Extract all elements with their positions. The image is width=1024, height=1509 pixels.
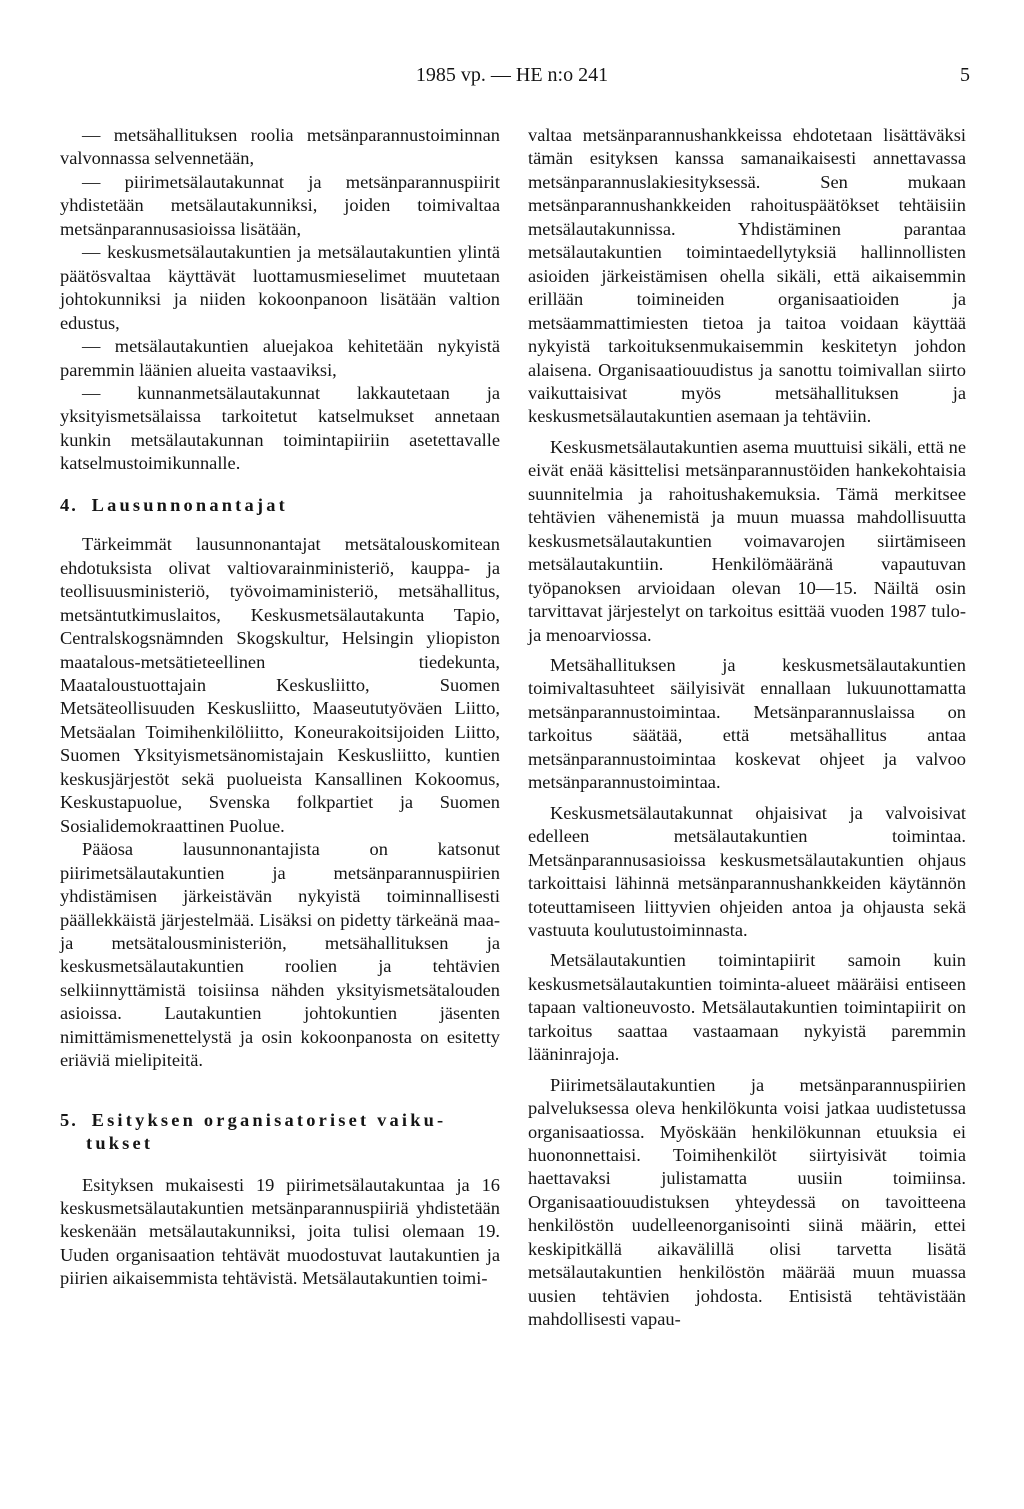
page-header xyxy=(0,64,1024,94)
section-4-heading xyxy=(60,494,500,517)
section-number: 4. xyxy=(60,494,78,515)
section-title: Lausunnonantajat xyxy=(91,494,288,515)
paragraph: Keskusmetsälautakunnat ohjaisivat ja valvoisivat edelleen metsälautakuntien toimintaa. Metsänparannusasioissa keskusmetsälautakuntien ohjaus tarkoittaisi lähinnä metsänparannushankkeiden käytännön toteuttamiseen liittyvien ohjeiden antoa ja ohjausta sekä vastuuta koulutustoiminnasta. xyxy=(528,802,966,940)
page-number: 5 xyxy=(960,64,970,86)
bullet-item: — piirimetsälautakunnat ja metsänparannuspiirit yhdistetään metsälautakunniksi, joiden toimivaltaa metsänparannusasioissa lisätään, xyxy=(60,171,500,239)
section-title: Esityksen organisatoriset vaiku- xyxy=(91,1109,447,1130)
paragraph: Metsälautakuntien toimintapiirit samoin kuin keskusmetsälautakuntien toiminta-alueet määräisi entiseen tapaan valtioneuvosto. Metsälautakuntien toimintapiirit on tarkoitus saattaa vastaamaan nykyistä paremmin lääninrajoja. xyxy=(528,950,966,1065)
section-number: 5. xyxy=(60,1109,78,1130)
section-title-continuation: tukset xyxy=(86,1133,154,1154)
bullet-item: — kunnanmetsälautakunnat lakkautetaan ja yksityismetsälaissa tarkoitetut katselmukset annetaan kunkin metsälautakunnan toimintapiiriin asetettavalle katselmustoimikunnalle. xyxy=(60,382,500,474)
paragraph: Esityksen mukaisesti 19 piirimetsälautakuntaa ja 16 keskusmetsälautakuntien metsänparannuspiiriä yhdistetään keskenään metsälautakunniksi, joita tulisi olemaan 19. Uuden organisaation tehtävät muodostuvat lautakuntien ja piirien aikaisemmista tehtävistä. Metsälautakuntien toimi- xyxy=(60,1174,500,1289)
bullet-item: — keskusmetsälautakuntien ja metsälautakuntien ylintä päätösvaltaa käyttävät luottamusmieselimet muutetaan johtokunniksi ja niiden kokoonpanoon lisätään valtion edustus, xyxy=(60,242,500,333)
bullet-item: — metsälautakuntien aluejakoa kehitetään nykyistä paremmin läänien alueita vastaaviksi, xyxy=(60,336,500,380)
paragraph: Metsähallituksen ja keskusmetsälautakuntien toimivaltasuhteet säilyisivät ennallaan lukuunottamatta metsänparannustoimintaa. Metsänparannuslaissa on tarkoitus säätää, että metsähallitus antaa metsänparannustoimintaa koskevat ohjeet ja valvoo metsänparannustoimintaa. xyxy=(528,654,966,793)
section-5-heading xyxy=(60,1109,500,1156)
paragraph: Tärkeimmät lausunnonantajat metsätalouskomitean ehdotuksista olivat valtiovarainministeriö, kauppa- ja teollisuusministeriö, työvoimaministeriö, metsähallitus, metsäntutkimuslaitos, Keskusmetsälautakunta Tapio, Centralskogsnämnden Skogskultur, Helsingin yliopiston maatalous-metsätieteellinen tiedekunta, Maataloustuottajain Keskusliitto, Suomen Metsäteollisuuden Keskusliitto, Maaseututyöväen Liitto, Metsäalan Toimihenkilöliitto, Koneurakoitsijoiden Liitto, Suomen Yksityismetsänomistajain Keskusliitto, kuntien keskusjärjestöt sekä puolueista Kansallinen Kokoomus, Keskustapuolue, Svenska folkpartiet ja Suomen Sosialidemokraattinen Puolue. xyxy=(60,534,500,836)
bullet-item: — metsähallituksen roolia metsänparannustoiminnan valvonnassa selvennetään, xyxy=(60,125,500,169)
paragraph: Pääosa lausunnonantajista on katsonut piirimetsälautakuntien ja metsänparannuspiirien yhdistämisen järkeistävän nykyistä toiminnallisesti päällekkäistä järjestelmää. Lisäksi on pidetty tärkeänä maa- ja metsätalousministeriön, metsähallituksen ja keskusmetsälautakuntien roolien ja tehtävien selkiinnyttämistä toisiinsa nähden yksityismetsätalouden asioissa. Lautakuntien johtokuntien jäsenten nimittämismenettelystä ja osin kokoonpanosta on esitetty eriäviä mielipiteitä. xyxy=(60,839,500,1071)
paragraph: Keskusmetsälautakuntien asema muuttuisi sikäli, että ne eivät enää käsittelisi metsänparannustöiden hankekohtaisia suunnitelmia ja rahoitushakemuksia. Tämä merkitsee tehtävien vähenemistä ja muun muassa mahdollisuutta keskusmetsälautakuntien voimavarojen siirtämiseen metsälautakuntiin. Henkilömääränä vapautuvan työpanoksen arvioidaan olevan 10—15. Näiltä osin tarvittavat järjestelyt on tarkoitus esittää vuoden 1987 tulo- ja menoarviossa. xyxy=(528,436,966,645)
left-column xyxy=(60,124,500,1291)
paragraph: Piirimetsälautakuntien ja metsänparannuspiirien palveluksessa oleva henkilökunta voisi jatkaa uudistetussa organisaatiossa. Myöskään henkilökunnan etuuksia ei huononnettaisi. Toimihenkilöt siirtyisivät toimia haettavaksi julistamatta uusiin toimiinsa. Organisaatiouudistuksen yhteydessä on tavoitteena henkilöstön uudelleenorganisointi siinä määrin, ettei keskipitkällä aikavälillä olisi tarvetta lisätä metsälautakuntien henkilöstön määrää muun muassa uusien tehtävien johdosta. Entisistä tehtävistään mahdollisesti vapau- xyxy=(528,1074,966,1330)
right-column xyxy=(528,124,966,1332)
running-header: 1985 vp. — HE n:o 241 xyxy=(415,64,609,86)
paragraph: valtaa metsänparannushankkeissa ehdotetaan lisättäväksi tämän esityksen kanssa samanaikaisesti annettavassa metsänparannuslakiesityksessä. Sen mukaan metsänparannushankkeiden rahoituspäätökset tehtäisiin metsälautakunnissa. Yhdistäminen parantaa metsälautakuntien toimintaedellytyksiä hallinnollisten asioiden järkeistämisen ohella sikäli, että aikaisemmin erillään toimineiden organisaatioiden ja metsäammattimiesten tietoa ja taitoa voidaan käyttää nykyistä tarkoituksenmukaisemmin keskitetyn johdon alaisena. Organisaatiouudistus ja sanottu toimivallan siirto vaikuttaisivat myös metsähallituksen ja keskusmetsälautakuntien asemaan ja tehtäviin. xyxy=(528,125,966,427)
